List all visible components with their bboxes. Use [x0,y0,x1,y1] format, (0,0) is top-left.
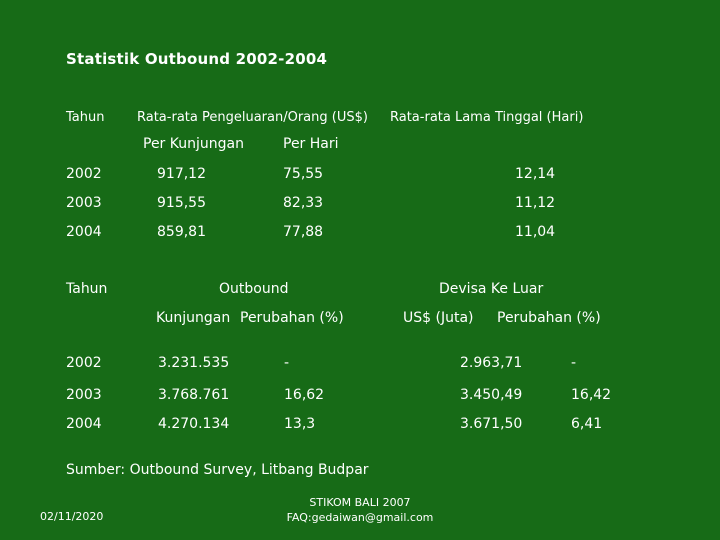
table1-row-lama: 12,14 [515,166,556,182]
table2-row-perubahan: 16,62 [284,387,325,403]
source-note: Sumber: Outbound Survey, Litbang Budpar [66,462,369,478]
table1-row-per-hari: 82,33 [283,195,324,211]
table1-row-per-kunjungan: 917,12 [157,166,206,182]
table2-row-usd: 3.450,49 [460,387,523,403]
table1-row-year: 2002 [66,166,102,182]
table1-header-lama-tinggal: Rata-rata Lama Tinggal (Hari) [390,110,584,125]
table2-row-perubahan2: 6,41 [571,416,603,432]
table2-header-perubahan2: Perubahan (%) [497,310,601,326]
table2-row-year: 2003 [66,387,102,403]
slide-title: Statistik Outbound 2002-2004 [66,50,328,68]
footer-org: STIKOM BALI 2007 [309,496,411,509]
table1-header-per-hari: Per Hari [283,136,339,152]
footer-contact: FAQ:gedaiwan@gmail.com [286,511,434,524]
table1-row-per-hari: 75,55 [283,166,324,182]
table1-row-per-hari: 77,88 [283,224,324,240]
table1-row-year: 2003 [66,195,102,211]
table2-row-kunjungan: 4.270.134 [158,416,230,432]
table2-row-usd: 3.671,50 [460,416,523,432]
table2-row-kunjungan: 3.768.761 [158,387,230,403]
table2-header-perubahan: Perubahan (%) [240,310,344,326]
table2-row-kunjungan: 3.231.535 [158,355,230,371]
table2-row-perubahan: 13,3 [284,416,316,432]
table2-row-perubahan2: - [571,355,577,371]
table2-header-usd: US$ (Juta) [403,310,474,326]
table2-row-perubahan2: 16,42 [571,387,612,403]
table1-header-pengeluaran: Rata-rata Pengeluaran/Orang (US$) [137,110,368,125]
table1-row-per-kunjungan: 859,81 [157,224,206,240]
table2-row-usd: 2.963,71 [460,355,523,371]
table1-header-per-kunjungan: Per Kunjungan [143,136,244,152]
table2-header-kunjungan: Kunjungan [156,310,231,326]
table2-row-year: 2004 [66,416,102,432]
table2-header-devisa: Devisa Ke Luar [439,281,544,297]
table1-row-per-kunjungan: 915,55 [157,195,206,211]
table1-row-lama: 11,04 [515,224,556,240]
table2-row-perubahan: - [284,355,290,371]
table1-row-lama: 11,12 [515,195,556,211]
table1-header-tahun: Tahun [66,110,105,125]
table1-row-year: 2004 [66,224,102,240]
table2-row-year: 2002 [66,355,102,371]
table2-header-tahun: Tahun [66,281,108,297]
footer-date: 02/11/2020 [40,510,104,523]
table2-header-outbound: Outbound [219,281,289,297]
